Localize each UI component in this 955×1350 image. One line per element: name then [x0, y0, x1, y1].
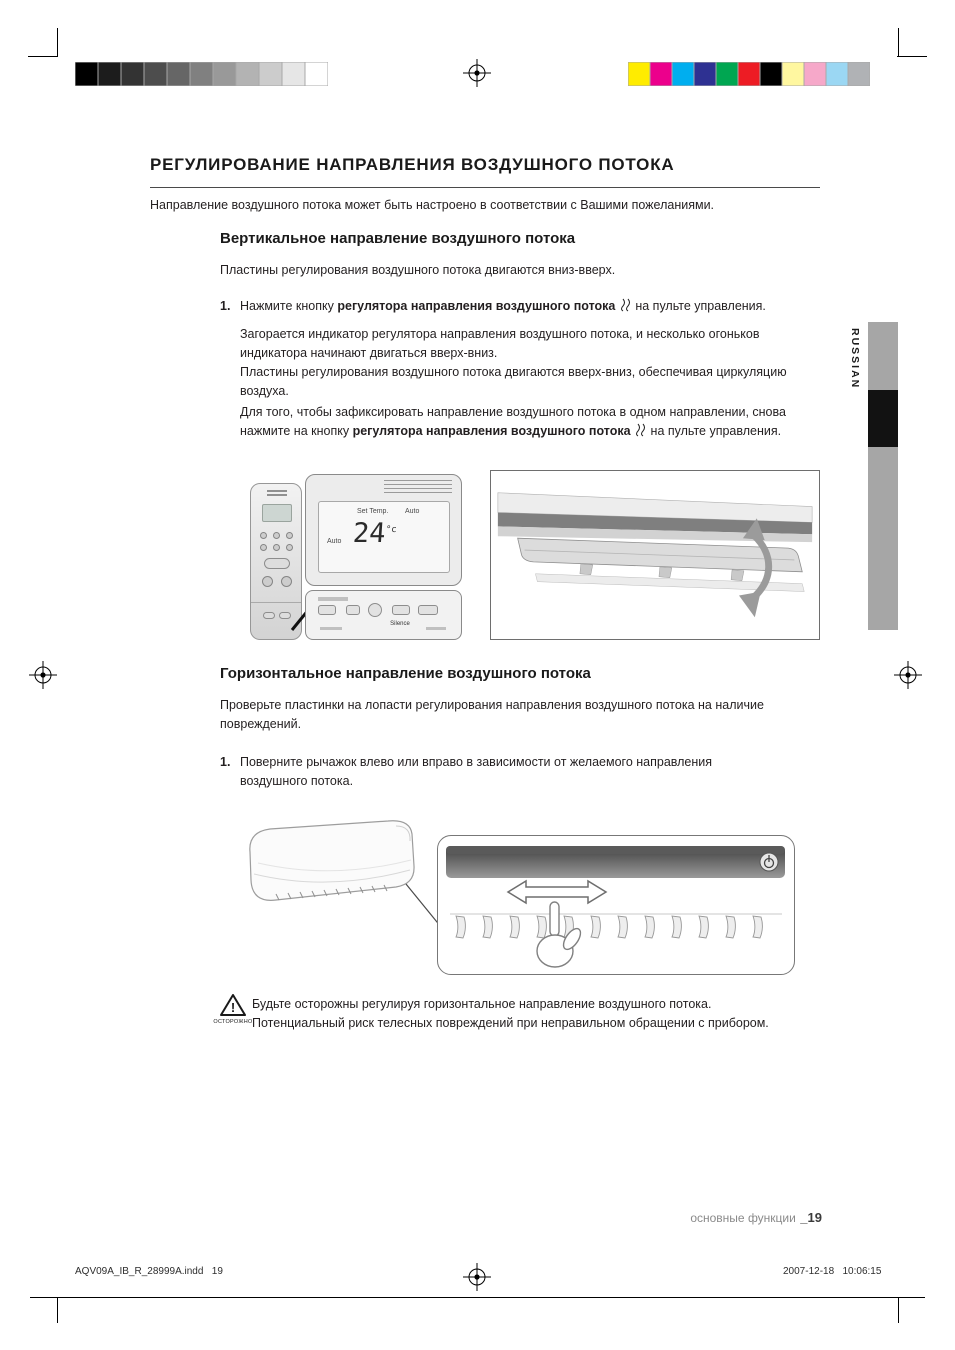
remote-button — [273, 532, 280, 539]
indoor-unit-button-strip — [305, 590, 462, 640]
auto-top-label: Auto — [405, 508, 420, 515]
display-screen — [318, 501, 450, 573]
registration-mark-left — [29, 661, 57, 689]
airflow-swing-button-icon — [619, 297, 632, 312]
title-rule — [150, 187, 820, 188]
degree-unit: °c — [385, 525, 397, 535]
footer-page-number: _19 — [800, 1210, 822, 1225]
grayscale-bar — [75, 62, 328, 86]
print-file-info: AQV09A_IB_R_28999A.indd 19 — [75, 1266, 223, 1277]
crop-mark-top-left-h — [28, 56, 58, 57]
calibration-swatch — [213, 62, 236, 86]
calibration-swatch — [75, 62, 98, 86]
airflow-swing-button-icon — [634, 422, 647, 437]
remote-button — [260, 544, 267, 551]
silence-label: Silence — [390, 621, 410, 627]
circulation-text: Пластины регулирования воздушного потока двигаются вверх-вниз, обеспечивая циркуляцию воздуха. — [240, 365, 787, 398]
crop-mark-top-right-v — [898, 28, 899, 57]
calibration-swatch — [282, 62, 305, 86]
calibration-swatch — [804, 62, 826, 86]
horizontal-section-heading: Горизонтальное направление воздушного потока — [220, 665, 591, 682]
step-number: 1. — [220, 755, 231, 769]
vertical-section-heading: Вертикальное направление воздушного потока — [220, 230, 576, 247]
remote-button — [286, 532, 293, 539]
calibration-swatch — [190, 62, 213, 86]
vertical-step-1 — [220, 297, 825, 316]
calibration-swatch — [694, 62, 716, 86]
crop-mark-top-right-h — [897, 56, 927, 57]
registration-mark-right — [894, 661, 922, 689]
indicator-text: Загорается индикатор регулятора направления воздушного потока, и несколько огоньков индикатора начинают двигаться вверх-вниз. — [240, 327, 760, 360]
vane-row — [456, 916, 762, 938]
crop-tick-bottom-left — [57, 1297, 58, 1323]
calibration-swatch — [848, 62, 870, 86]
fix-text-pre: Для того, чтобы зафиксировать направление воздушного потока в одном направлении, снова нажмите на кнопку — [240, 405, 786, 438]
remote-button — [286, 544, 293, 551]
temperature-readout — [352, 518, 398, 549]
panel-button — [346, 605, 360, 615]
ac-bottom-view-drawing — [491, 471, 819, 639]
step-text — [240, 297, 766, 316]
calibration-swatch — [121, 62, 144, 86]
calibration-swatch — [259, 62, 282, 86]
step-text-post: на пульте управления. — [631, 299, 766, 313]
vertical-section-lead: Пластины регулирования воздушного потока двигаются вниз-вверх. — [220, 263, 616, 277]
panel-button — [392, 605, 410, 615]
calibration-swatch — [716, 62, 738, 86]
intro-paragraph: Направление воздушного потока может быть настроено в соответствии с Вашими пожеланиями. — [150, 198, 715, 212]
tiny-label-bar — [320, 627, 342, 630]
crop-tick-bottom-right — [898, 1297, 899, 1323]
registration-mark-bottom — [463, 1263, 491, 1291]
step-number: 1. — [220, 299, 231, 313]
calibration-swatch — [826, 62, 848, 86]
remote-pill-button — [264, 558, 290, 569]
remote-speaker-slit — [267, 494, 287, 496]
step-text-bold: регулятора направления воздушного потока — [337, 299, 616, 313]
calibration-swatch — [144, 62, 167, 86]
power-button-icon — [760, 853, 778, 871]
page-title: РЕГУЛИРОВАНИЕ НАПРАВЛЕНИЯ ВОЗДУШНОГО ПОТОКА — [150, 155, 675, 174]
language-tab-label: RUSSIAN — [849, 328, 861, 390]
calibration-swatch — [167, 62, 190, 86]
caution-label: ОСТОРОЖНО — [213, 1019, 253, 1025]
left-right-arrow-icon — [508, 881, 606, 903]
registration-mark-top — [463, 59, 491, 87]
remote-round-button — [281, 576, 292, 587]
auto-side-label: Auto — [327, 538, 342, 545]
language-tab-strip — [868, 322, 898, 630]
vent-grille — [384, 480, 452, 494]
calibration-swatch — [628, 62, 650, 86]
page-footer — [600, 1209, 822, 1227]
crop-rule-bottom — [30, 1297, 925, 1298]
temperature-value: 24 — [351, 518, 387, 549]
vertical-fix-paragraph — [240, 403, 825, 441]
language-tab-black-segment — [868, 390, 898, 447]
horizontal-section-lead: Проверьте пластинки на лопасти регулирования направления воздушного потока на наличие повреждений. — [220, 698, 764, 731]
calibration-swatch — [738, 62, 760, 86]
vertical-indicator-paragraph — [240, 325, 805, 401]
crop-mark-top-left-v — [57, 28, 58, 57]
set-temp-label: Set Temp. — [357, 508, 389, 515]
color-bar — [628, 62, 870, 86]
calibration-swatch — [782, 62, 804, 86]
horizontal-airflow-figure — [437, 835, 795, 975]
remote-button — [260, 532, 267, 539]
indoor-unit-display-panel — [305, 474, 462, 586]
calibration-swatch — [236, 62, 259, 86]
tiny-label-bar — [318, 597, 348, 601]
footer-section-label: основные функции — [690, 1211, 796, 1225]
panel-round-button — [368, 603, 382, 617]
panel-button — [318, 605, 336, 615]
print-timestamp: 2007-12-18 10:06:15 — [783, 1266, 882, 1277]
vertical-airflow-figure — [490, 470, 820, 640]
panel-button — [418, 605, 438, 615]
fix-text-bold: регулятора направления воздушного потока — [352, 424, 631, 438]
calibration-swatch — [760, 62, 782, 86]
svg-text:!: ! — [230, 1000, 236, 1015]
calibration-swatch — [98, 62, 121, 86]
calibration-swatch — [650, 62, 672, 86]
warning-text — [252, 995, 832, 1033]
horizontal-step-1 — [220, 753, 740, 791]
fix-text-post: на пульте управления. — [647, 424, 782, 438]
warning-line-1: Будьте осторожны регулируя горизонтальное направление воздушного потока. — [252, 997, 712, 1011]
vane-closeup-drawing — [438, 836, 793, 973]
calibration-swatch — [672, 62, 694, 86]
caution-triangle-icon — [220, 993, 246, 1017]
calibration-swatch — [305, 62, 328, 86]
step-text: Поверните рычажок влево или вправо в зависимости от желаемого направления воздушного потока. — [240, 755, 713, 788]
tiny-label-bar — [426, 627, 446, 630]
remote-speaker-slit — [267, 490, 287, 492]
remote-button — [273, 544, 280, 551]
remote-lcd-screen — [262, 504, 292, 522]
warning-line-2: Потенциальный риск телесных повреждений при неправильном обращении с прибором. — [252, 1016, 769, 1030]
remote-cover-button — [263, 612, 275, 619]
remote-round-button — [262, 576, 273, 587]
step-text-pre: Нажмите кнопку — [240, 299, 338, 313]
